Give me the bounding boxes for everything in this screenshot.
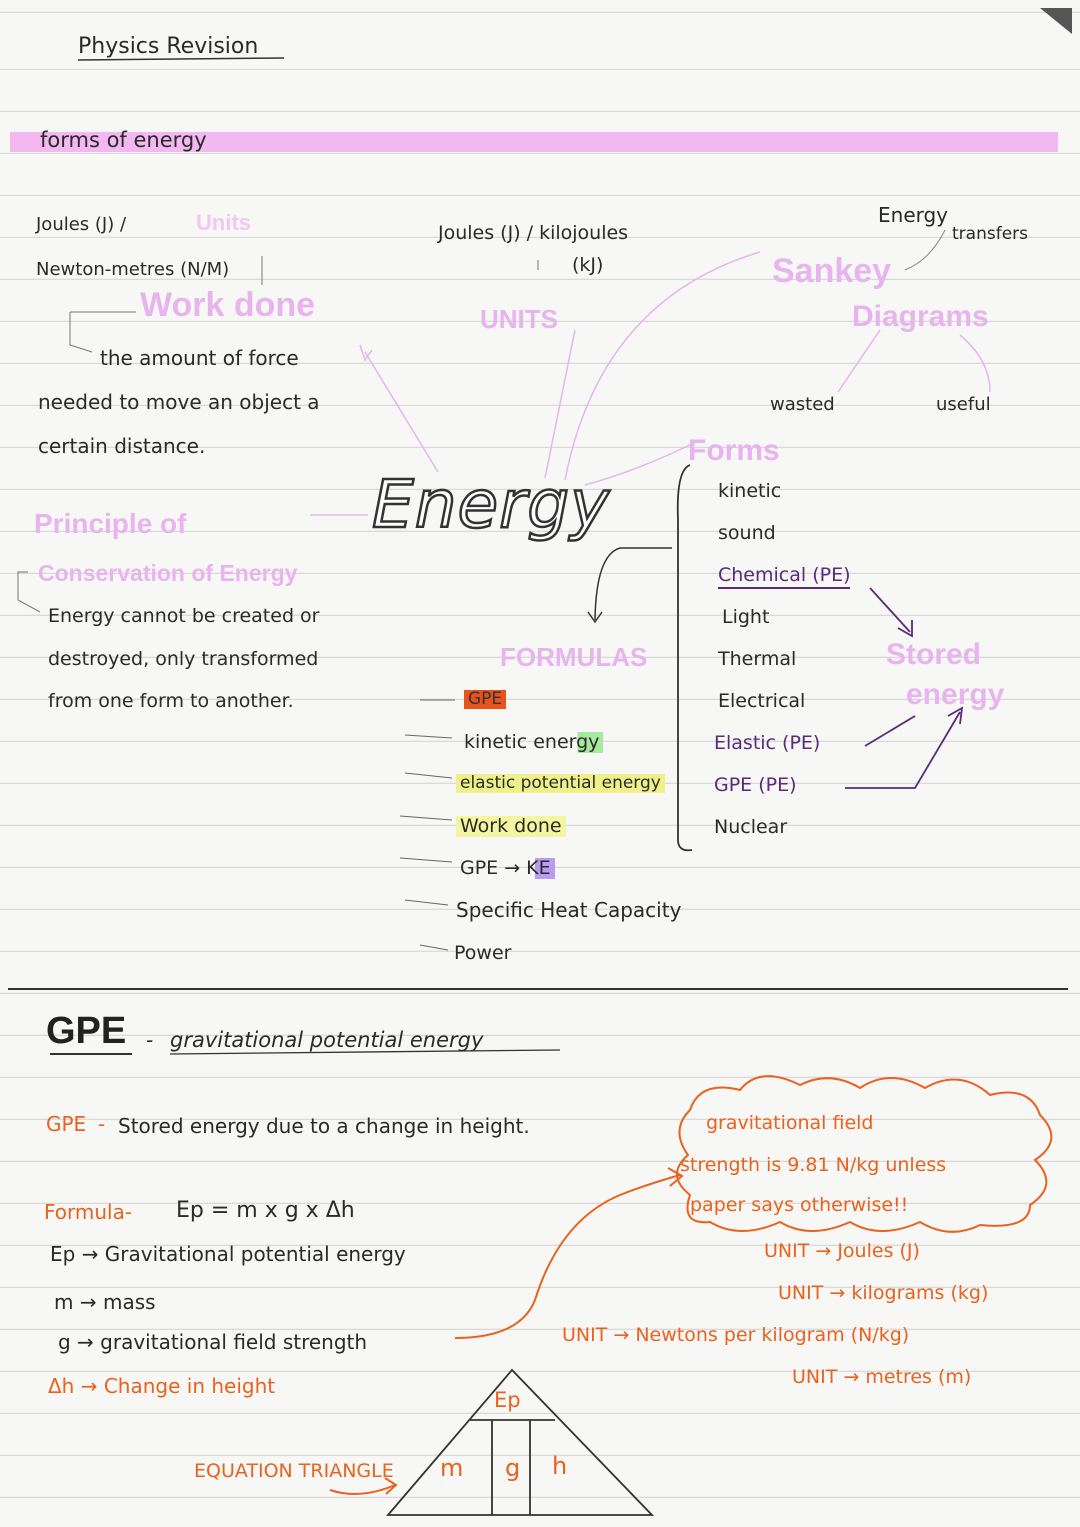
gpe-def-dash: - [98,1112,106,1136]
page-title: Physics Revision [78,34,259,59]
units-line1: Joules (J) / kilojoules [438,222,629,244]
gpe-definition: Stored energy due to a change in height. [118,1114,530,1138]
formula-item: kinetic energy [460,732,603,753]
gpe-def-label: GPE [46,1112,87,1136]
forms-item: Chemical (PE) [718,566,850,589]
var-g: g → gravitational field strength [58,1330,368,1354]
gpe-subtitle-dash: - [146,1028,154,1052]
forms-item: Electrical [718,690,806,712]
var-m: m → mass [54,1290,156,1314]
section-divider [8,988,1068,990]
stored-energy-line1: Stored [886,638,982,671]
stored-energy-line2: energy [906,678,1005,711]
units-tag: Units [196,210,251,235]
conservation-heading-line1: Principle of [34,508,187,539]
conservation-heading-line2: Conservation of Energy [38,560,298,586]
unit-h: UNIT → metres (m) [792,1366,972,1388]
work-def-line2: needed to move an object a [38,390,320,414]
work-def-line1: the amount of force [100,346,299,370]
gpe-subtitle: gravitational potential energy [170,1028,484,1052]
formulas-heading: FORMULAS [500,642,648,672]
unit-m: UNIT → kilograms (kg) [778,1282,989,1304]
gpe-formula: Ep = m x g x Δh [176,1198,355,1223]
formula-item: GPE → KE [456,858,555,879]
sankey-useful: useful [936,394,991,415]
sankey-heading-line2: Diagrams [852,300,989,333]
unit-g: UNIT → Newtons per kilogram (N/kg) [562,1324,910,1346]
work-units-line1: Joules (J) / [36,214,127,235]
equation-triangle-label: EQUATION TRIANGLE [194,1460,394,1482]
formula-label: Formula- [44,1200,133,1224]
conservation-line2: destroyed, only transformed [48,648,319,670]
sankey-transfers-line2: transfers [952,224,1028,244]
conservation-line1: Energy cannot be created or [48,605,320,627]
sankey-transfers-line1: Energy [878,203,949,227]
formula-item: Specific Heat Capacity [456,898,682,922]
triangle-h: h [552,1452,568,1480]
work-def-line3: certain distance. [38,434,206,458]
formula-item: Power [454,942,512,964]
section-heading: forms of energy [40,128,207,152]
work-done-heading: Work done [140,286,316,324]
center-energy-word: Energy [372,466,611,543]
forms-item: kinetic [718,480,782,502]
forms-heading: Forms [688,434,780,467]
forms-item: Light [722,606,770,628]
page-curl [1040,8,1072,34]
forms-item: Thermal [718,648,797,670]
triangle-g: g [505,1454,521,1482]
forms-item: GPE (PE) [714,774,797,796]
triangle-m: m [440,1454,464,1482]
forms-item: Nuclear [714,816,788,838]
forms-item: sound [718,522,776,544]
var-h: Δh → Change in height [48,1374,276,1398]
conservation-line3: from one form to another. [48,690,294,712]
sankey-heading-line1: Sankey [772,252,892,290]
cloud-line1: gravitational field [706,1112,874,1134]
cloud-line3: paper says otherwise!! [690,1194,909,1216]
triangle-top: Ep [494,1388,521,1412]
var-ep: Ep → Gravitational potential energy [50,1242,406,1266]
cloud-line2: strength is 9.81 N/kg unless [680,1154,947,1176]
formula-item: GPE [464,690,506,709]
unit-ep: UNIT → Joules (J) [764,1240,920,1262]
forms-item: Elastic (PE) [714,732,821,754]
work-units-line2: Newton-metres (N/M) [36,259,230,280]
units-line2: (kJ) [572,254,604,276]
gpe-heading: GPE [46,1010,127,1052]
formula-item: elastic potential energy [456,774,665,793]
formula-item: Work done [456,816,566,837]
units-label: UNITS [480,304,558,334]
sankey-wasted: wasted [770,394,835,415]
